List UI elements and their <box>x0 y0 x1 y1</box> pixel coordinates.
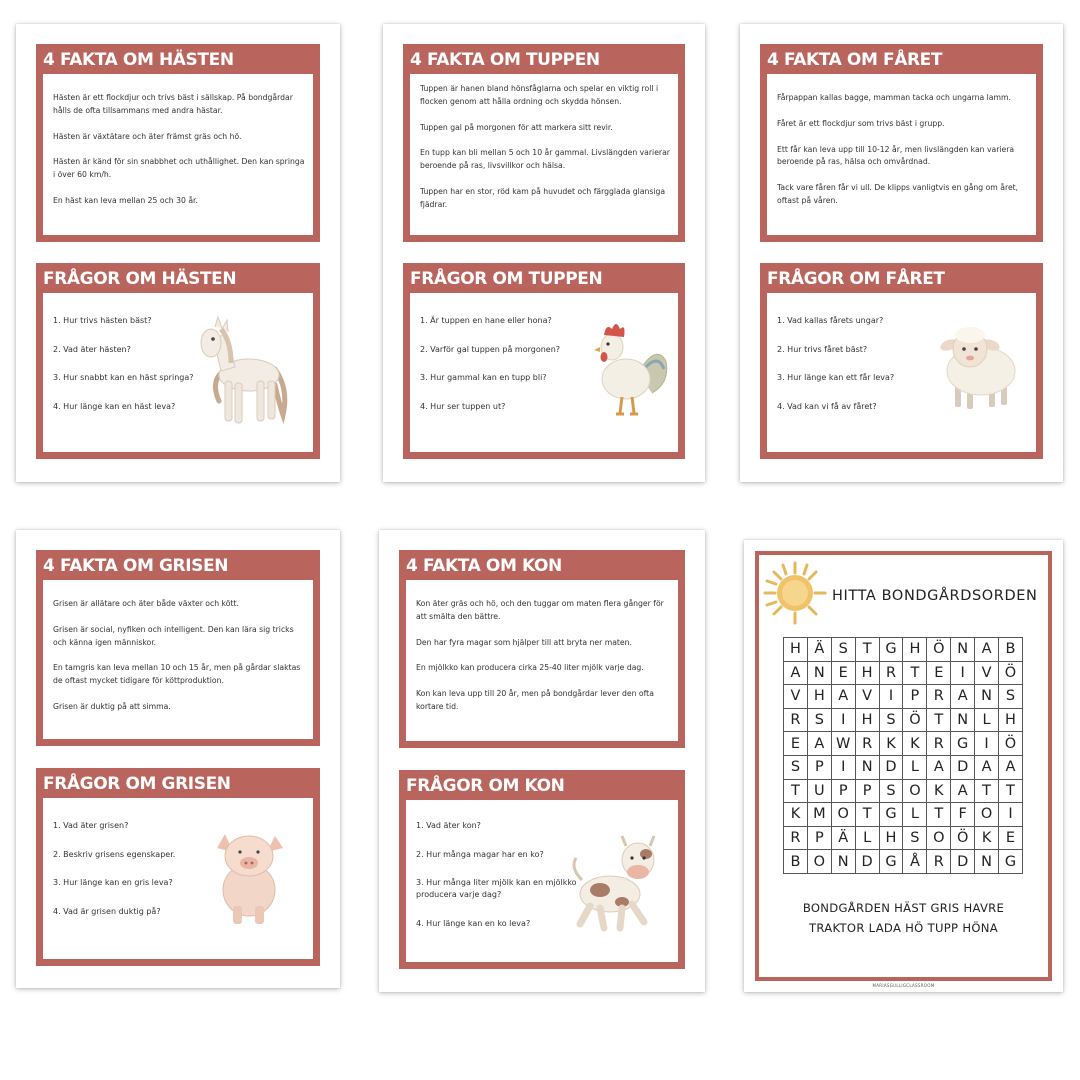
fact-text: Kon kan leva upp till 20 år, men på bondgårdar lever den ofta kortare tid. <box>416 689 654 711</box>
grid-cell: F <box>951 803 975 827</box>
fact-text: Den har fyra magar som hjälper till att bryta ner maten. <box>416 637 632 647</box>
grid-cell: I <box>951 661 975 685</box>
question-text: 1. Hur trivs hästen bäst? <box>53 316 152 325</box>
question-text: 3. Hur många liter mjölk kan en mjölkko producera varje dag? <box>416 878 577 900</box>
grid-cell: N <box>975 685 999 709</box>
grid-cell: Ö <box>951 826 975 850</box>
question-text: 1. Vad kallas fårets ungar? <box>777 316 884 325</box>
fact-text: Grisen är duktig på att simma. <box>53 701 171 711</box>
facts-title-cow: 4 FAKTA OM KON <box>401 552 683 580</box>
grid-cell: G <box>999 850 1023 874</box>
question-text: 4. Hur länge kan en häst leva? <box>53 401 176 411</box>
grid-cell: H <box>903 638 927 662</box>
questions-box-horse <box>36 263 320 459</box>
grid-cell: G <box>879 803 903 827</box>
grid-cell: L <box>975 708 999 732</box>
grid-cell: N <box>855 755 879 779</box>
grid-cell: E <box>927 661 951 685</box>
grid-cell: Ö <box>999 732 1023 756</box>
grid-cell: T <box>784 779 808 803</box>
card-pig <box>16 530 340 988</box>
grid-cell: Å <box>903 850 927 874</box>
question-text: 3. Hur gammal kan en tupp bli? <box>420 373 547 383</box>
grid-cell: E <box>831 661 855 685</box>
grid-cell: A <box>975 755 999 779</box>
grid-cell: R <box>927 850 951 874</box>
grid-cell: A <box>927 755 951 779</box>
fact-text: En häst kan leva mellan 25 och 30 år. <box>53 195 198 205</box>
facts-box-cow <box>399 550 685 748</box>
facts-list-horse <box>43 74 313 208</box>
facts-title-pig: 4 FAKTA OM GRISEN <box>38 552 318 580</box>
grid-cell: A <box>831 685 855 709</box>
questions-list-horse <box>53 315 203 429</box>
grid-cell: L <box>903 803 927 827</box>
grid-cell: L <box>855 826 879 850</box>
question-text: 2. Beskriv grisens egenskaper. <box>53 849 176 859</box>
grid-cell: I <box>975 732 999 756</box>
question-text: 4. Vad kan vi få av fåret? <box>777 401 877 411</box>
grid-cell: T <box>927 803 951 827</box>
grid-cell: K <box>975 826 999 850</box>
questions-list-pig <box>53 820 203 934</box>
fact-text: Fåret är ett flockdjur som trivs bäst i grupp. <box>777 118 945 128</box>
grid-cell: L <box>903 755 927 779</box>
fact-text: Grisen är social, nyfiken och intelligent. Den kan lära sig tricks och känna igen människor. <box>53 624 294 647</box>
card-rooster <box>383 24 705 482</box>
grid-cell: N <box>951 638 975 662</box>
fact-text: Hästen är ett flockdjur och trivs bäst i sällskap. På bondgårdar hålls de ofta tillsammans med andra hästar. <box>53 93 293 115</box>
grid-cell: S <box>879 779 903 803</box>
grid-cell: K <box>927 779 951 803</box>
fact-text: Tack vare fåren får vi ull. De klipps vanligtvis en gång om året, oftast på våren. <box>777 183 1019 205</box>
facts-title-horse: 4 FAKTA OM HÄSTEN <box>38 46 318 74</box>
grid-cell: A <box>784 661 808 685</box>
question-text: 4. Hur ser tuppen ut? <box>420 401 506 411</box>
grid-row <box>784 779 1023 803</box>
fact-text: Ett får kan leva upp till 10-12 år, men livslängden kan variera beroende på ras, hälsa och omvårdnad. <box>777 144 1015 167</box>
grid-cell: I <box>831 755 855 779</box>
question-text: 1. Vad äter grisen? <box>53 821 129 830</box>
grid-row <box>784 826 1023 850</box>
facts-list-rooster <box>410 74 678 212</box>
questions-list-rooster <box>420 315 570 429</box>
wordsearch-grid <box>783 637 1023 874</box>
grid-cell: I <box>879 685 903 709</box>
questions-title-horse: FRÅGOR OM HÄSTEN <box>38 265 318 293</box>
grid-cell: T <box>903 661 927 685</box>
word-list-line: BONDGÅRDEN HÄST GRIS HAVRE <box>802 901 1005 915</box>
grid-cell: B <box>999 638 1023 662</box>
fact-text: Fårpappan kallas bagge, mamman tacka och ungarna lamm. <box>777 93 1011 102</box>
question-text: 3. Hur länge kan en gris leva? <box>53 878 173 888</box>
cow-illustration <box>564 824 668 934</box>
grid-cell: T <box>999 779 1023 803</box>
grid-cell: V <box>975 661 999 685</box>
facts-box-sheep <box>760 44 1043 242</box>
grid-cell: S <box>831 638 855 662</box>
grid-cell: Ä <box>831 826 855 850</box>
grid-cell: D <box>879 755 903 779</box>
fact-text: Hästen är känd för sin snabbhet och uthållighet. Den kan springa i över 60 km/h. <box>53 157 305 180</box>
grid-cell: H <box>879 826 903 850</box>
grid-cell: R <box>784 708 808 732</box>
grid-row <box>784 803 1023 827</box>
grid-cell: E <box>784 732 808 756</box>
grid-row <box>784 638 1023 662</box>
grid-cell: P <box>831 779 855 803</box>
question-text: 1. Är tuppen en hane eller hona? <box>420 316 552 325</box>
grid-cell: T <box>855 638 879 662</box>
card-horse <box>16 24 340 482</box>
grid-cell: R <box>927 685 951 709</box>
grid-row <box>784 755 1023 779</box>
grid-cell: B <box>784 850 808 874</box>
grid-cell: M <box>807 803 831 827</box>
fact-text: Tuppen är hanen bland hönsfåglarna och spelar en viktig roll i flocken genom att hålla ordning och skydda hönsen. <box>420 84 659 106</box>
grid-cell: P <box>807 755 831 779</box>
grid-row <box>784 708 1023 732</box>
grid-row <box>784 661 1023 685</box>
wordsearch-title: HITTA BONDGÅRDSORDEN <box>832 588 1038 604</box>
grid-cell: S <box>807 708 831 732</box>
questions-box-cow <box>399 770 685 969</box>
grid-cell: H <box>999 708 1023 732</box>
fact-text: En mjölkko kan producera cirka 25-40 liter mjölk varje dag. <box>416 663 644 673</box>
grid-cell: V <box>855 685 879 709</box>
grid-cell: A <box>951 685 975 709</box>
fact-text: En tupp kan bli mellan 5 och 10 år gammal. Livslängden varierar beroende på ras, livsvillkor och hälsa. <box>420 148 670 171</box>
card-wordsearch <box>744 540 1063 992</box>
question-text: 2. Hur trivs fåret bäst? <box>777 344 868 354</box>
grid-cell: R <box>855 732 879 756</box>
grid-cell: H <box>855 661 879 685</box>
grid-cell: P <box>807 826 831 850</box>
grid-cell: N <box>807 661 831 685</box>
pig-illustration <box>203 818 299 928</box>
question-text: 2. Vad äter hästen? <box>53 344 131 354</box>
fact-text: Grisen är allätare och äter både växter och kött. <box>53 599 239 608</box>
questions-title-sheep: FRÅGOR OM FÅRET <box>762 265 1041 293</box>
card-cow <box>379 530 705 992</box>
facts-box-horse <box>36 44 320 242</box>
grid-cell: T <box>855 803 879 827</box>
grid-cell: Ö <box>999 661 1023 685</box>
grid-cell: P <box>903 685 927 709</box>
grid-cell: T <box>975 779 999 803</box>
horse-illustration <box>191 311 295 433</box>
grid-cell: K <box>879 732 903 756</box>
question-text: 2. Varför gal tuppen på morgonen? <box>420 344 561 354</box>
credit-text: MARIASGULLIGCLASSROOM <box>872 983 935 988</box>
question-text: 3. Hur länge kan ett får leva? <box>777 373 895 383</box>
question-text: 4. Vad är grisen duktig på? <box>53 906 161 916</box>
questions-title-pig: FRÅGOR OM GRISEN <box>38 770 318 798</box>
questions-list-cow <box>416 820 578 946</box>
facts-list-cow <box>406 580 678 714</box>
question-text: 1. Vad äter kon? <box>416 821 481 830</box>
grid-cell: O <box>903 779 927 803</box>
question-text: 4. Hur länge kan en ko leva? <box>416 918 531 928</box>
grid-cell: D <box>951 755 975 779</box>
grid-cell: R <box>784 826 808 850</box>
facts-list-sheep <box>767 74 1036 208</box>
questions-box-pig <box>36 768 320 966</box>
word-list-line: TRAKTOR LADA HÖ TUPP HÖNA <box>809 921 998 935</box>
grid-cell: A <box>807 732 831 756</box>
grid-cell: A <box>999 755 1023 779</box>
questions-box-sheep <box>760 263 1043 459</box>
grid-cell: S <box>784 755 808 779</box>
grid-cell: R <box>927 732 951 756</box>
fact-text: Hästen är växtätare och äter främst gräs och hö. <box>53 131 242 141</box>
grid-cell: G <box>879 638 903 662</box>
grid-cell: Ö <box>903 708 927 732</box>
grid-cell: P <box>855 779 879 803</box>
question-text: 3. Hur snabbt kan en häst springa? <box>53 373 194 383</box>
facts-list-pig <box>43 580 313 714</box>
grid-row <box>784 685 1023 709</box>
grid-cell: W <box>831 732 855 756</box>
grid-cell: O <box>927 826 951 850</box>
grid-cell: N <box>951 708 975 732</box>
fact-text: Kon äter gräs och hö, och den tuggar om maten flera gånger för att smälta den bättre. <box>416 599 664 621</box>
grid-cell: Ä <box>807 638 831 662</box>
grid-cell: G <box>879 850 903 874</box>
questions-title-cow: FRÅGOR OM KON <box>401 772 683 800</box>
sheep-illustration <box>933 315 1025 415</box>
fact-text: En tamgris kan leva mellan 10 och 15 år, men på gårdar slaktas de oftast mycket tidigare för köttproduktion. <box>53 663 301 686</box>
facts-title-rooster: 4 FAKTA OM TUPPEN <box>405 46 683 74</box>
grid-row <box>784 732 1023 756</box>
grid-cell: E <box>999 826 1023 850</box>
grid-cell: S <box>999 685 1023 709</box>
grid-cell: O <box>975 803 999 827</box>
facts-title-sheep: 4 FAKTA OM FÅRET <box>762 46 1041 74</box>
grid-cell: O <box>807 850 831 874</box>
card-sheep <box>740 24 1063 482</box>
grid-cell: O <box>831 803 855 827</box>
grid-cell: R <box>879 661 903 685</box>
grid-cell: H <box>807 685 831 709</box>
grid-cell: G <box>951 732 975 756</box>
grid-cell: H <box>855 708 879 732</box>
grid-cell: K <box>903 732 927 756</box>
questions-box-rooster <box>403 263 685 459</box>
grid-cell: D <box>855 850 879 874</box>
grid-cell: N <box>975 850 999 874</box>
grid-cell: T <box>927 708 951 732</box>
grid-cell: I <box>831 708 855 732</box>
grid-cell: Ö <box>927 638 951 662</box>
fact-text: Tuppen gal på morgonen för att markera sitt revir. <box>420 122 613 132</box>
grid-cell: A <box>975 638 999 662</box>
question-text: 2. Hur många magar har en ko? <box>416 849 544 859</box>
grid-row <box>784 850 1023 874</box>
grid-cell: K <box>784 803 808 827</box>
grid-cell: V <box>784 685 808 709</box>
grid-cell: S <box>903 826 927 850</box>
grid-cell: U <box>807 779 831 803</box>
facts-box-rooster <box>403 44 685 242</box>
grid-cell: A <box>951 779 975 803</box>
sun-illustration <box>762 560 828 626</box>
rooster-illustration <box>586 313 670 423</box>
grid-cell: I <box>999 803 1023 827</box>
fact-text: Tuppen har en stor, röd kam på huvudet och färgglada glansiga fjädrar. <box>420 186 666 209</box>
grid-cell: D <box>951 850 975 874</box>
grid-cell: S <box>879 708 903 732</box>
grid-cell: N <box>831 850 855 874</box>
word-list <box>744 898 1063 938</box>
grid-cell: H <box>784 638 808 662</box>
questions-title-rooster: FRÅGOR OM TUPPEN <box>405 265 683 293</box>
questions-list-sheep <box>777 315 927 429</box>
facts-box-pig <box>36 550 320 746</box>
